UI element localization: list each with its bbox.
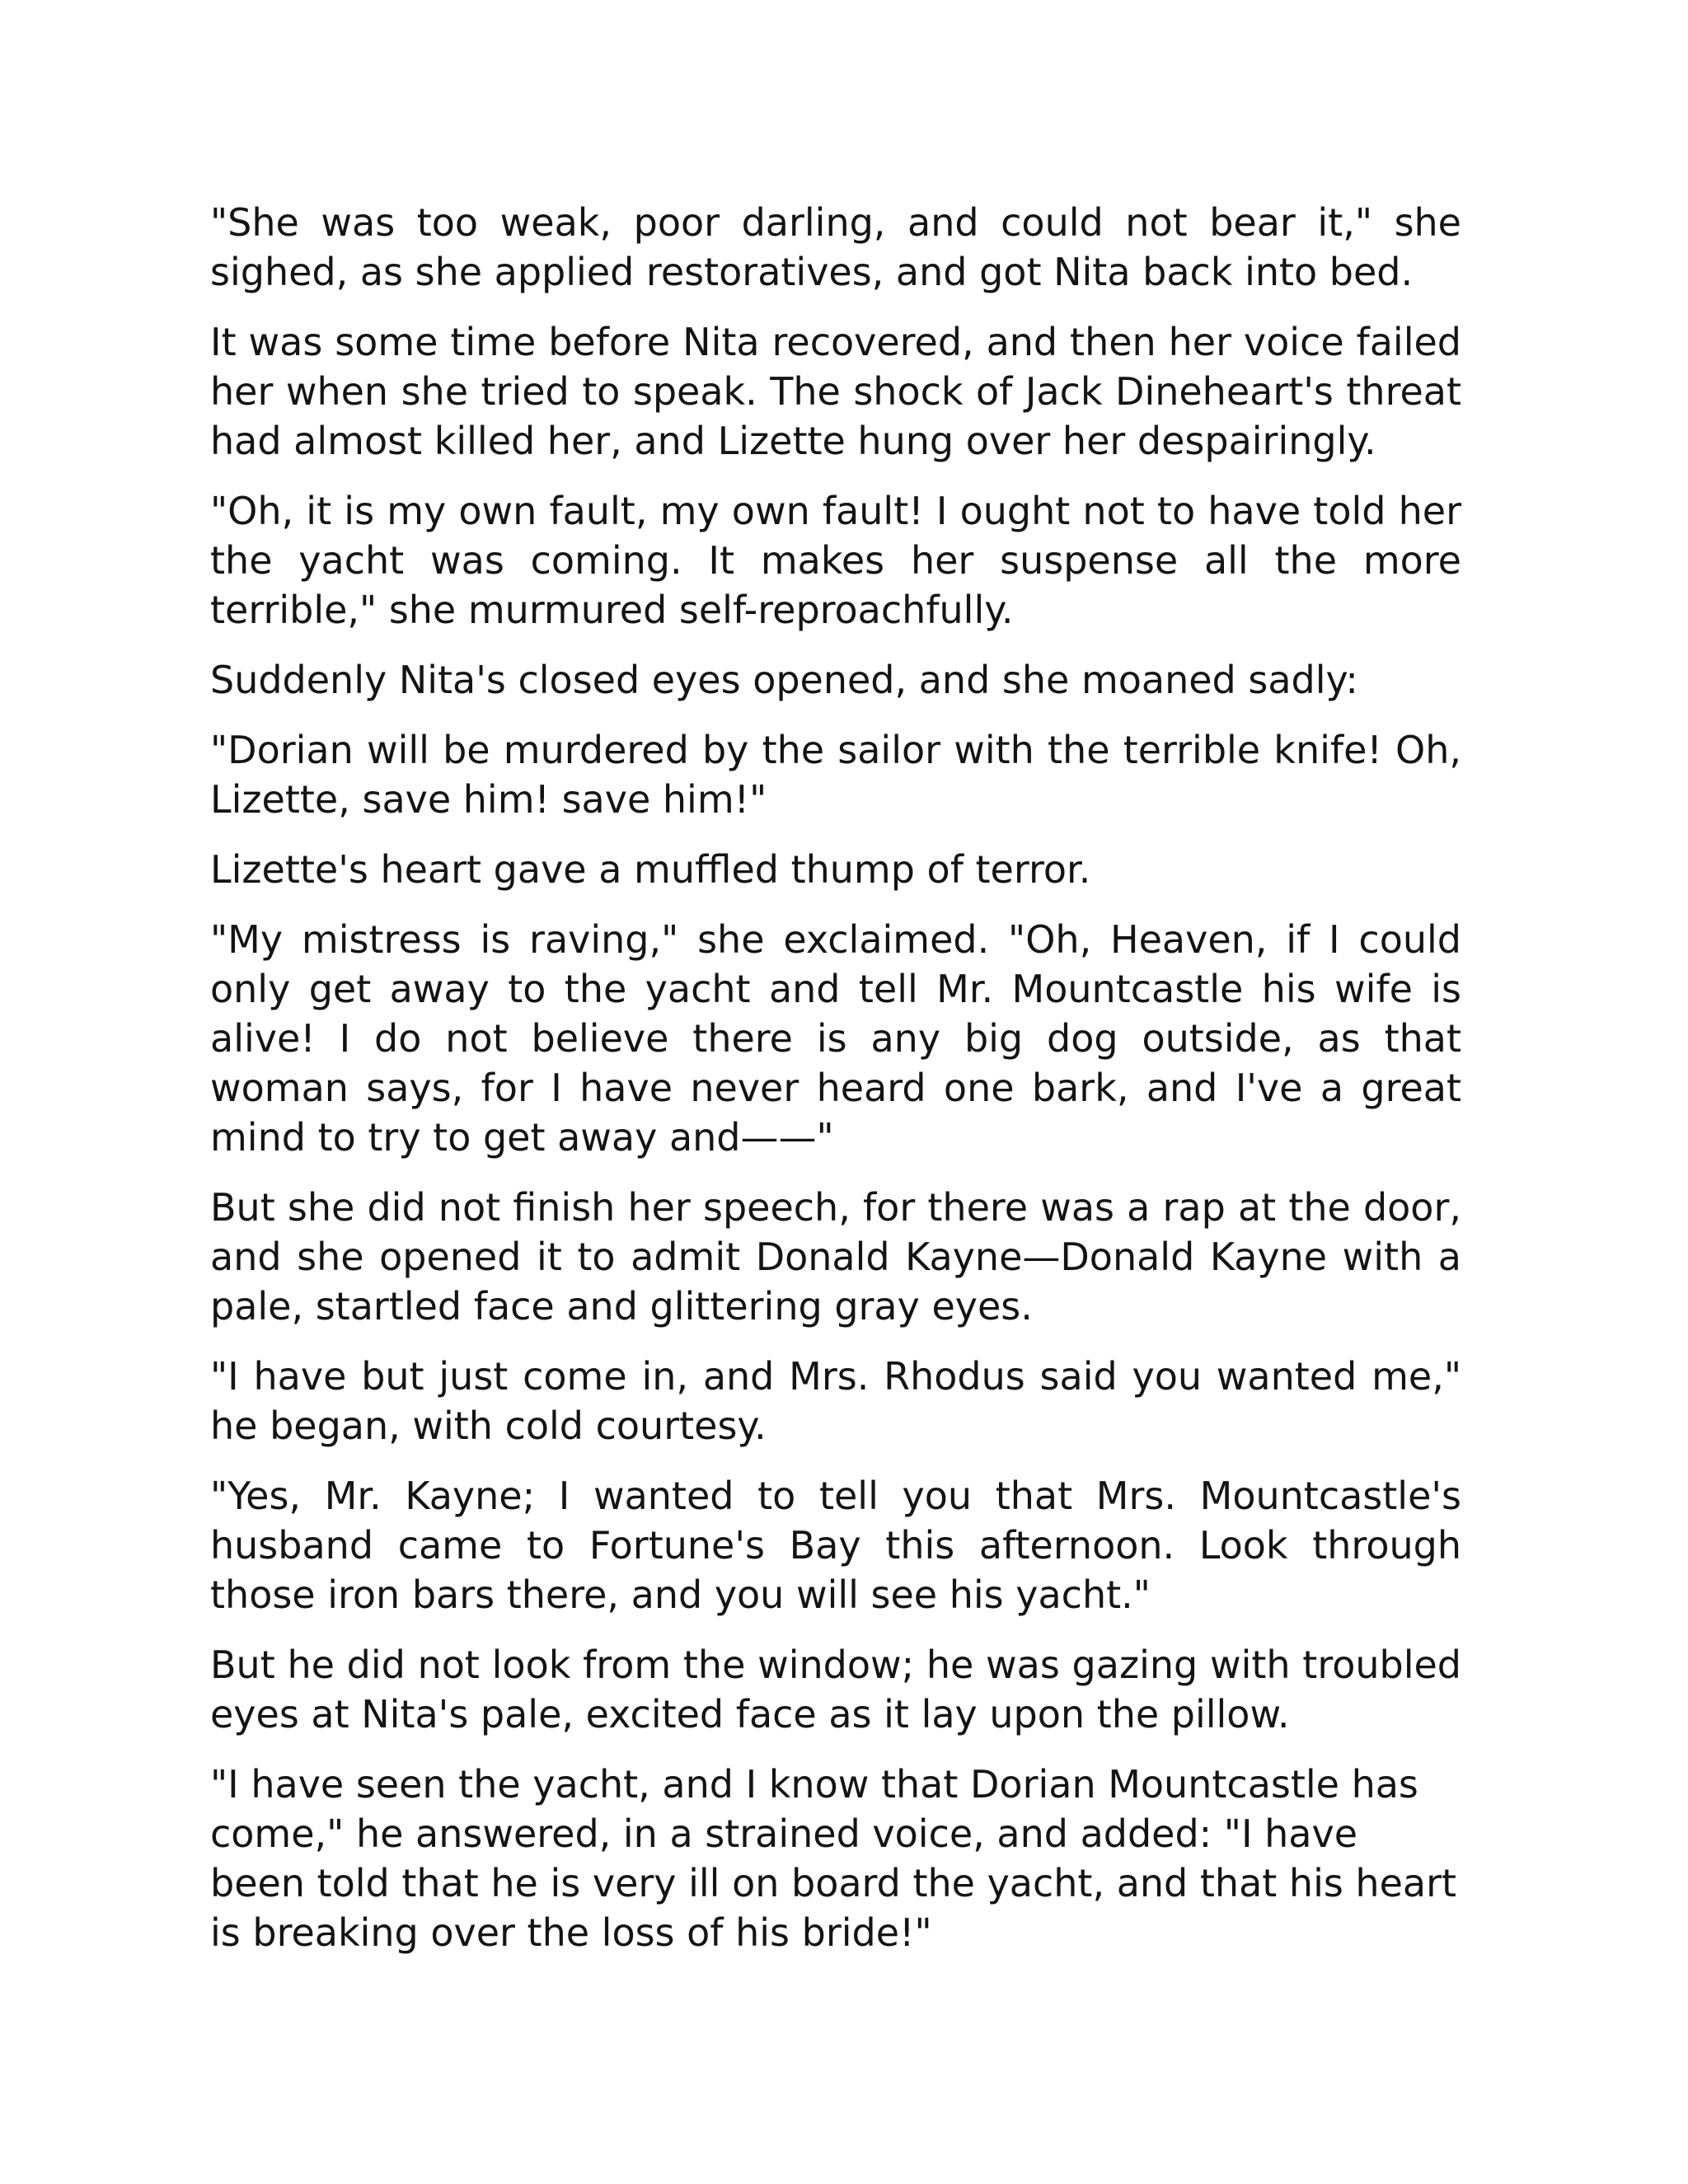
paragraph: "I have seen the yacht, and I know that Dorian Mountcastle has come," he answered, in a strained voice, and added: "I have been told that he is very ill on board the yacht, and that his heart is breaking over the loss of his bride!" xyxy=(210,1762,1457,1955)
paragraph: It was some time before Nita recovered, and then her voice failed her when she tried to speak. The shock of Jack Dineheart's threat had almost killed her, and Lizette hung over her despairingly. xyxy=(210,320,1461,463)
paragraph: Suddenly Nita's closed eyes opened, and she moaned sadly: xyxy=(210,658,1358,702)
paragraph: "She was too weak, poor darling, and could not bear it," she sighed, as she applied restoratives, and got Nita back into bed. xyxy=(210,200,1461,294)
paragraph: "I have but just come in, and Mrs. Rhodus said you wanted me," he began, with cold courtesy. xyxy=(210,1354,1461,1448)
book-page xyxy=(210,198,1461,1978)
paragraph: Lizette's heart gave a muffled thump of terror. xyxy=(210,847,1091,892)
paragraph: "Yes, Mr. Kayne; I wanted to tell you that Mrs. Mountcastle's husband came to Fortune's Bay this afternoon. Look through those iron bars there, and you will see his yacht." xyxy=(210,1474,1461,1617)
paragraph: "Oh, it is my own fault, my own fault! I ought not to have told her the yacht was coming. It makes her suspense all the more terrible," she murmured self-reproachfully. xyxy=(210,489,1461,632)
paragraph: "My mistress is raving," she exclaimed. "Oh, Heaven, if I could only get away to the yacht and tell Mr. Mountcastle his wife is alive! I do not believe there is any big dog outside, as that woman says, for I have never heard one bark, and I've a great mind to try to get away and——" xyxy=(210,917,1461,1160)
paragraph: But he did not look from the window; he was gazing with troubled eyes at Nita's pale, excited face as it lay upon the pillow. xyxy=(210,1643,1461,1736)
paragraph: But she did not finish her speech, for there was a rap at the door, and she opened it to admit Donald Kayne—Donald Kayne with a pale, startled face and glittering gray eyes. xyxy=(210,1185,1461,1329)
paragraph: "Dorian will be murdered by the sailor with the terrible knife! Oh, Lizette, save him! save him!" xyxy=(210,728,1461,822)
